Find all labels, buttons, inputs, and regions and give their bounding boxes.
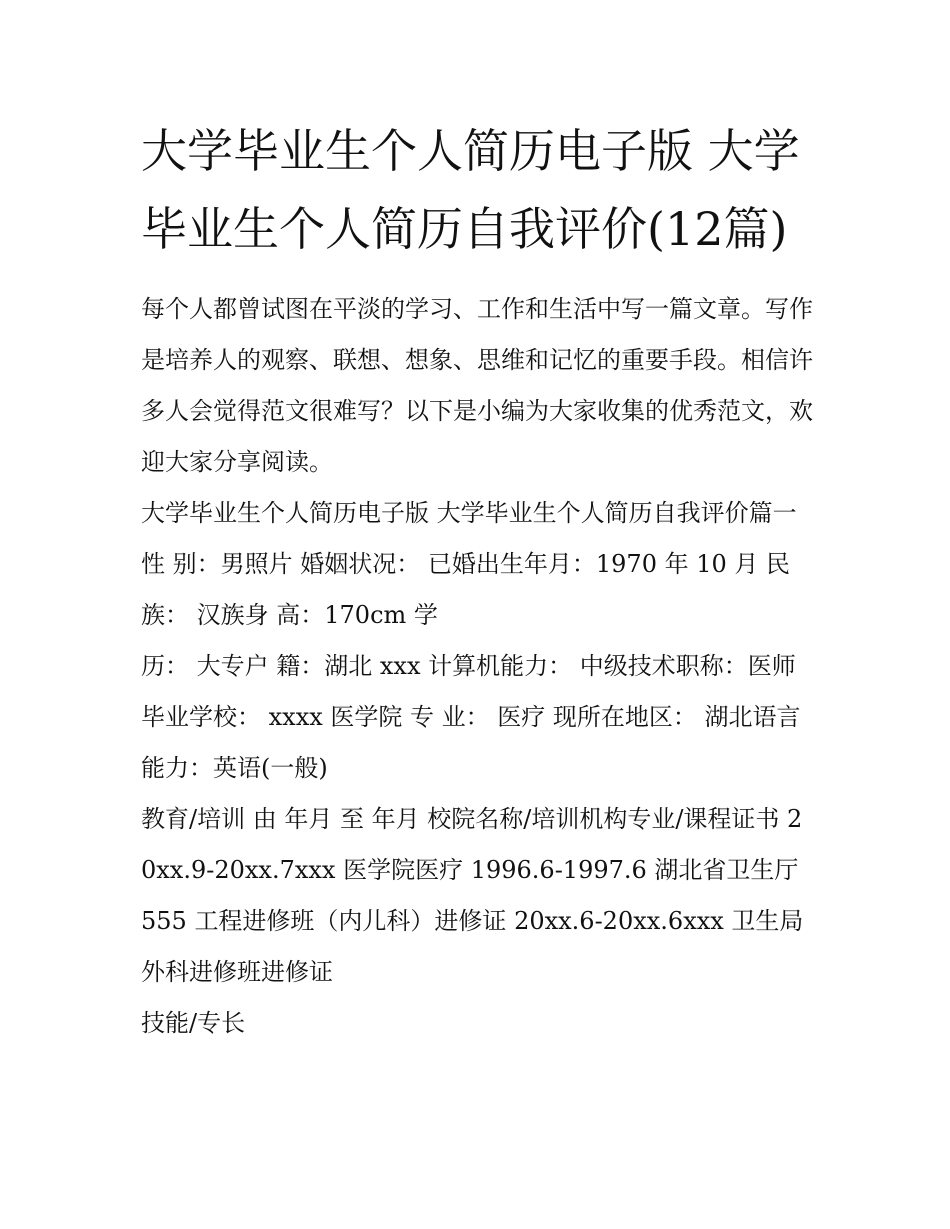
document-body: [141, 112, 813, 1049]
document-title: 大学毕业生个人简历电子版 大学毕业生个人简历自我评价(12篇): [141, 124, 800, 256]
resume-basic-info-paragraph: 大学毕业生个人简历电子版 大学毕业生个人简历自我评价篇一 性 别：男照片 婚姻状况： 已婚出生年月：1970 年 10 月 民族： 汉族身 高：170cm 学: [141, 499, 797, 629]
resume-education-info-paragraph: 历： 大专户 籍：湖北 xxx 计算机能力： 中级技术职称：医师毕业学校： xxxx 医学院 专 业： 医疗 现所在地区： 湖北语言能力：英语(一般): [141, 652, 801, 782]
intro-paragraph: 每个人都曾试图在平淡的学习、工作和生活中写一篇文章。写作是培养人的观察、联想、想象、思维和记忆的重要手段。相信许多人会觉得范文很难写？以下是小编为大家收集的优秀范文，欢迎大家分享阅读。: [141, 295, 813, 476]
skills-heading: 技能/专长: [141, 1009, 246, 1037]
education-training-paragraph: 教育/培训 由 年月 至 年月 校院名称/培训机构专业/课程证书 20xx.9-20xx.7xxx 医学院医疗 1996.6-1997.6 湖北省卫生厅 555 工程进修班（内儿科）进修证 20xx.6-20xx.6xxx 卫生局外科进修班进修证: [141, 805, 804, 986]
